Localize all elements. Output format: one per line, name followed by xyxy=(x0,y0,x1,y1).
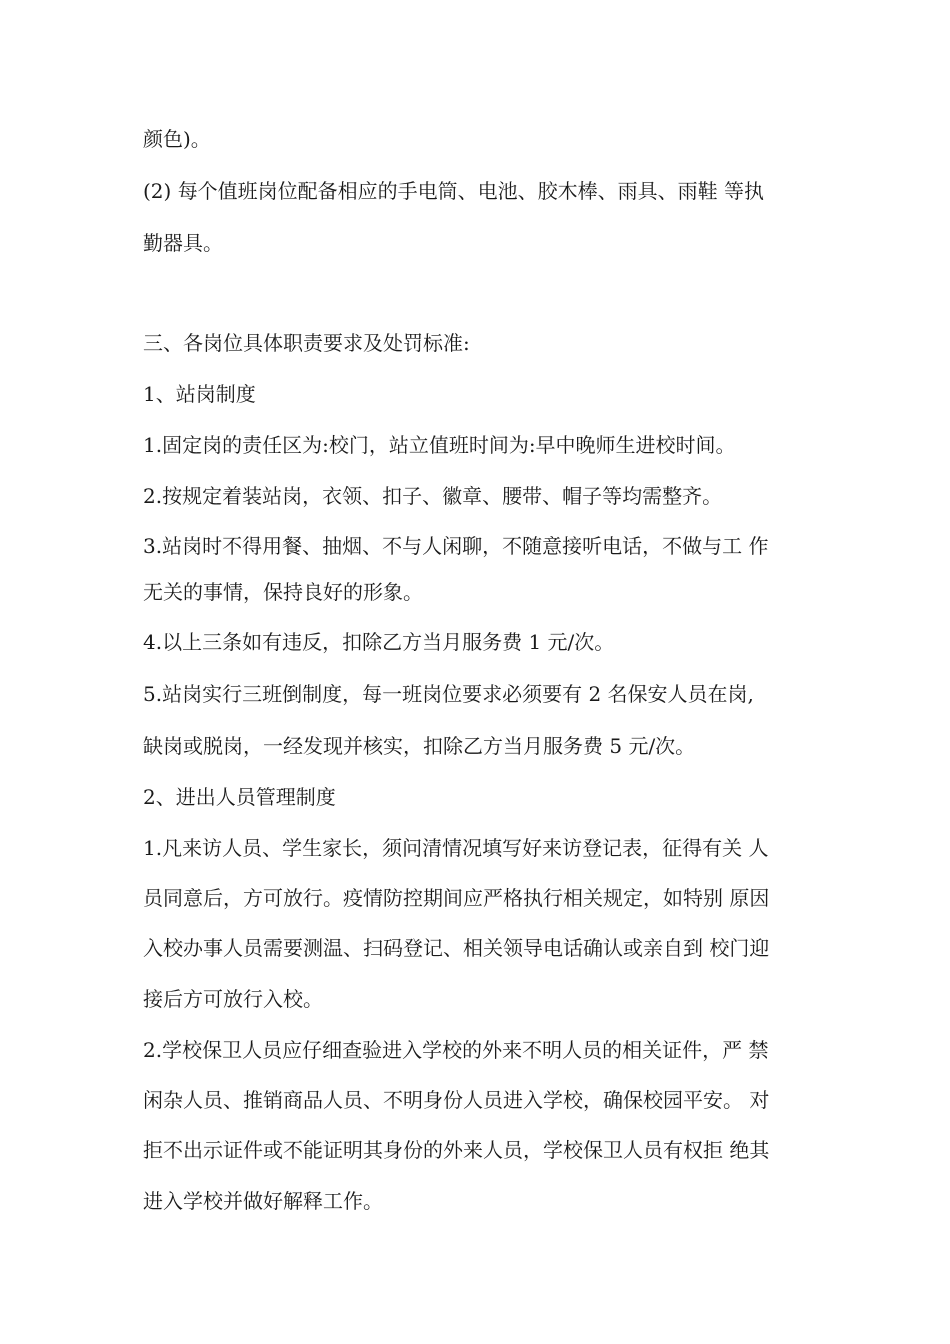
subsection-heading: 2、进出人员管理制度 xyxy=(143,785,336,809)
text-line: 颜色)。 xyxy=(143,127,211,151)
text-line: 接后方可放行入校。 xyxy=(143,987,323,1011)
text-line: 拒不出示证件或不能证明其身份的外来人员，学校保卫人员有权拒 绝其 xyxy=(143,1138,770,1162)
text-line: 员同意后，方可放行。疫情防控期间应严格执行相关规定，如特别 原因 xyxy=(143,886,770,910)
text-line: 4.以上三条如有违反，扣除乙方当月服务费 1 元/次。 xyxy=(143,630,615,654)
text-line: 1.固定岗的责任区为:校门，站立值班时间为:早中晚师生进校时间。 xyxy=(143,433,736,457)
text-line: (2) 每个值班岗位配备相应的手电筒、电池、胶木棒、雨具、雨鞋 等执 xyxy=(143,179,765,203)
text-line: 缺岗或脱岗，一经发现并核实，扣除乙方当月服务费 5 元/次。 xyxy=(143,734,696,758)
text-line: 3.站岗时不得用餐、抽烟、不与人闲聊，不随意接听电话，不做与工 作 xyxy=(143,534,769,558)
text-line: 2.学校保卫人员应仔细查验进入学校的外来不明人员的相关证件，严 禁 xyxy=(143,1038,769,1062)
subsection-heading: 1、站岗制度 xyxy=(143,382,256,406)
text-line: 5.站岗实行三班倒制度，每一班岗位要求必须要有 2 名保安人员在岗, xyxy=(143,682,754,706)
text-line: 入校办事人员需要测温、扫码登记、相关领导电话确认或亲自到 校门迎 xyxy=(143,936,770,960)
text-line: 进入学校并做好解释工作。 xyxy=(143,1189,383,1213)
text-line: 勤器具。 xyxy=(143,231,223,255)
text-line: 2.按规定着装站岗，衣领、扣子、徽章、腰带、帽子等均需整齐。 xyxy=(143,484,723,508)
text-line: 闲杂人员、推销商品人员、不明身份人员进入学校，确保校园平安。 对 xyxy=(143,1088,770,1112)
section-heading: 三、各岗位具体职责要求及处罚标准: xyxy=(143,331,470,355)
text-line: 无关的事情，保持良好的形象。 xyxy=(143,580,423,604)
text-line: 1.凡来访人员、学生家长，须问清情况填写好来访登记表，征得有关 人 xyxy=(143,836,769,860)
